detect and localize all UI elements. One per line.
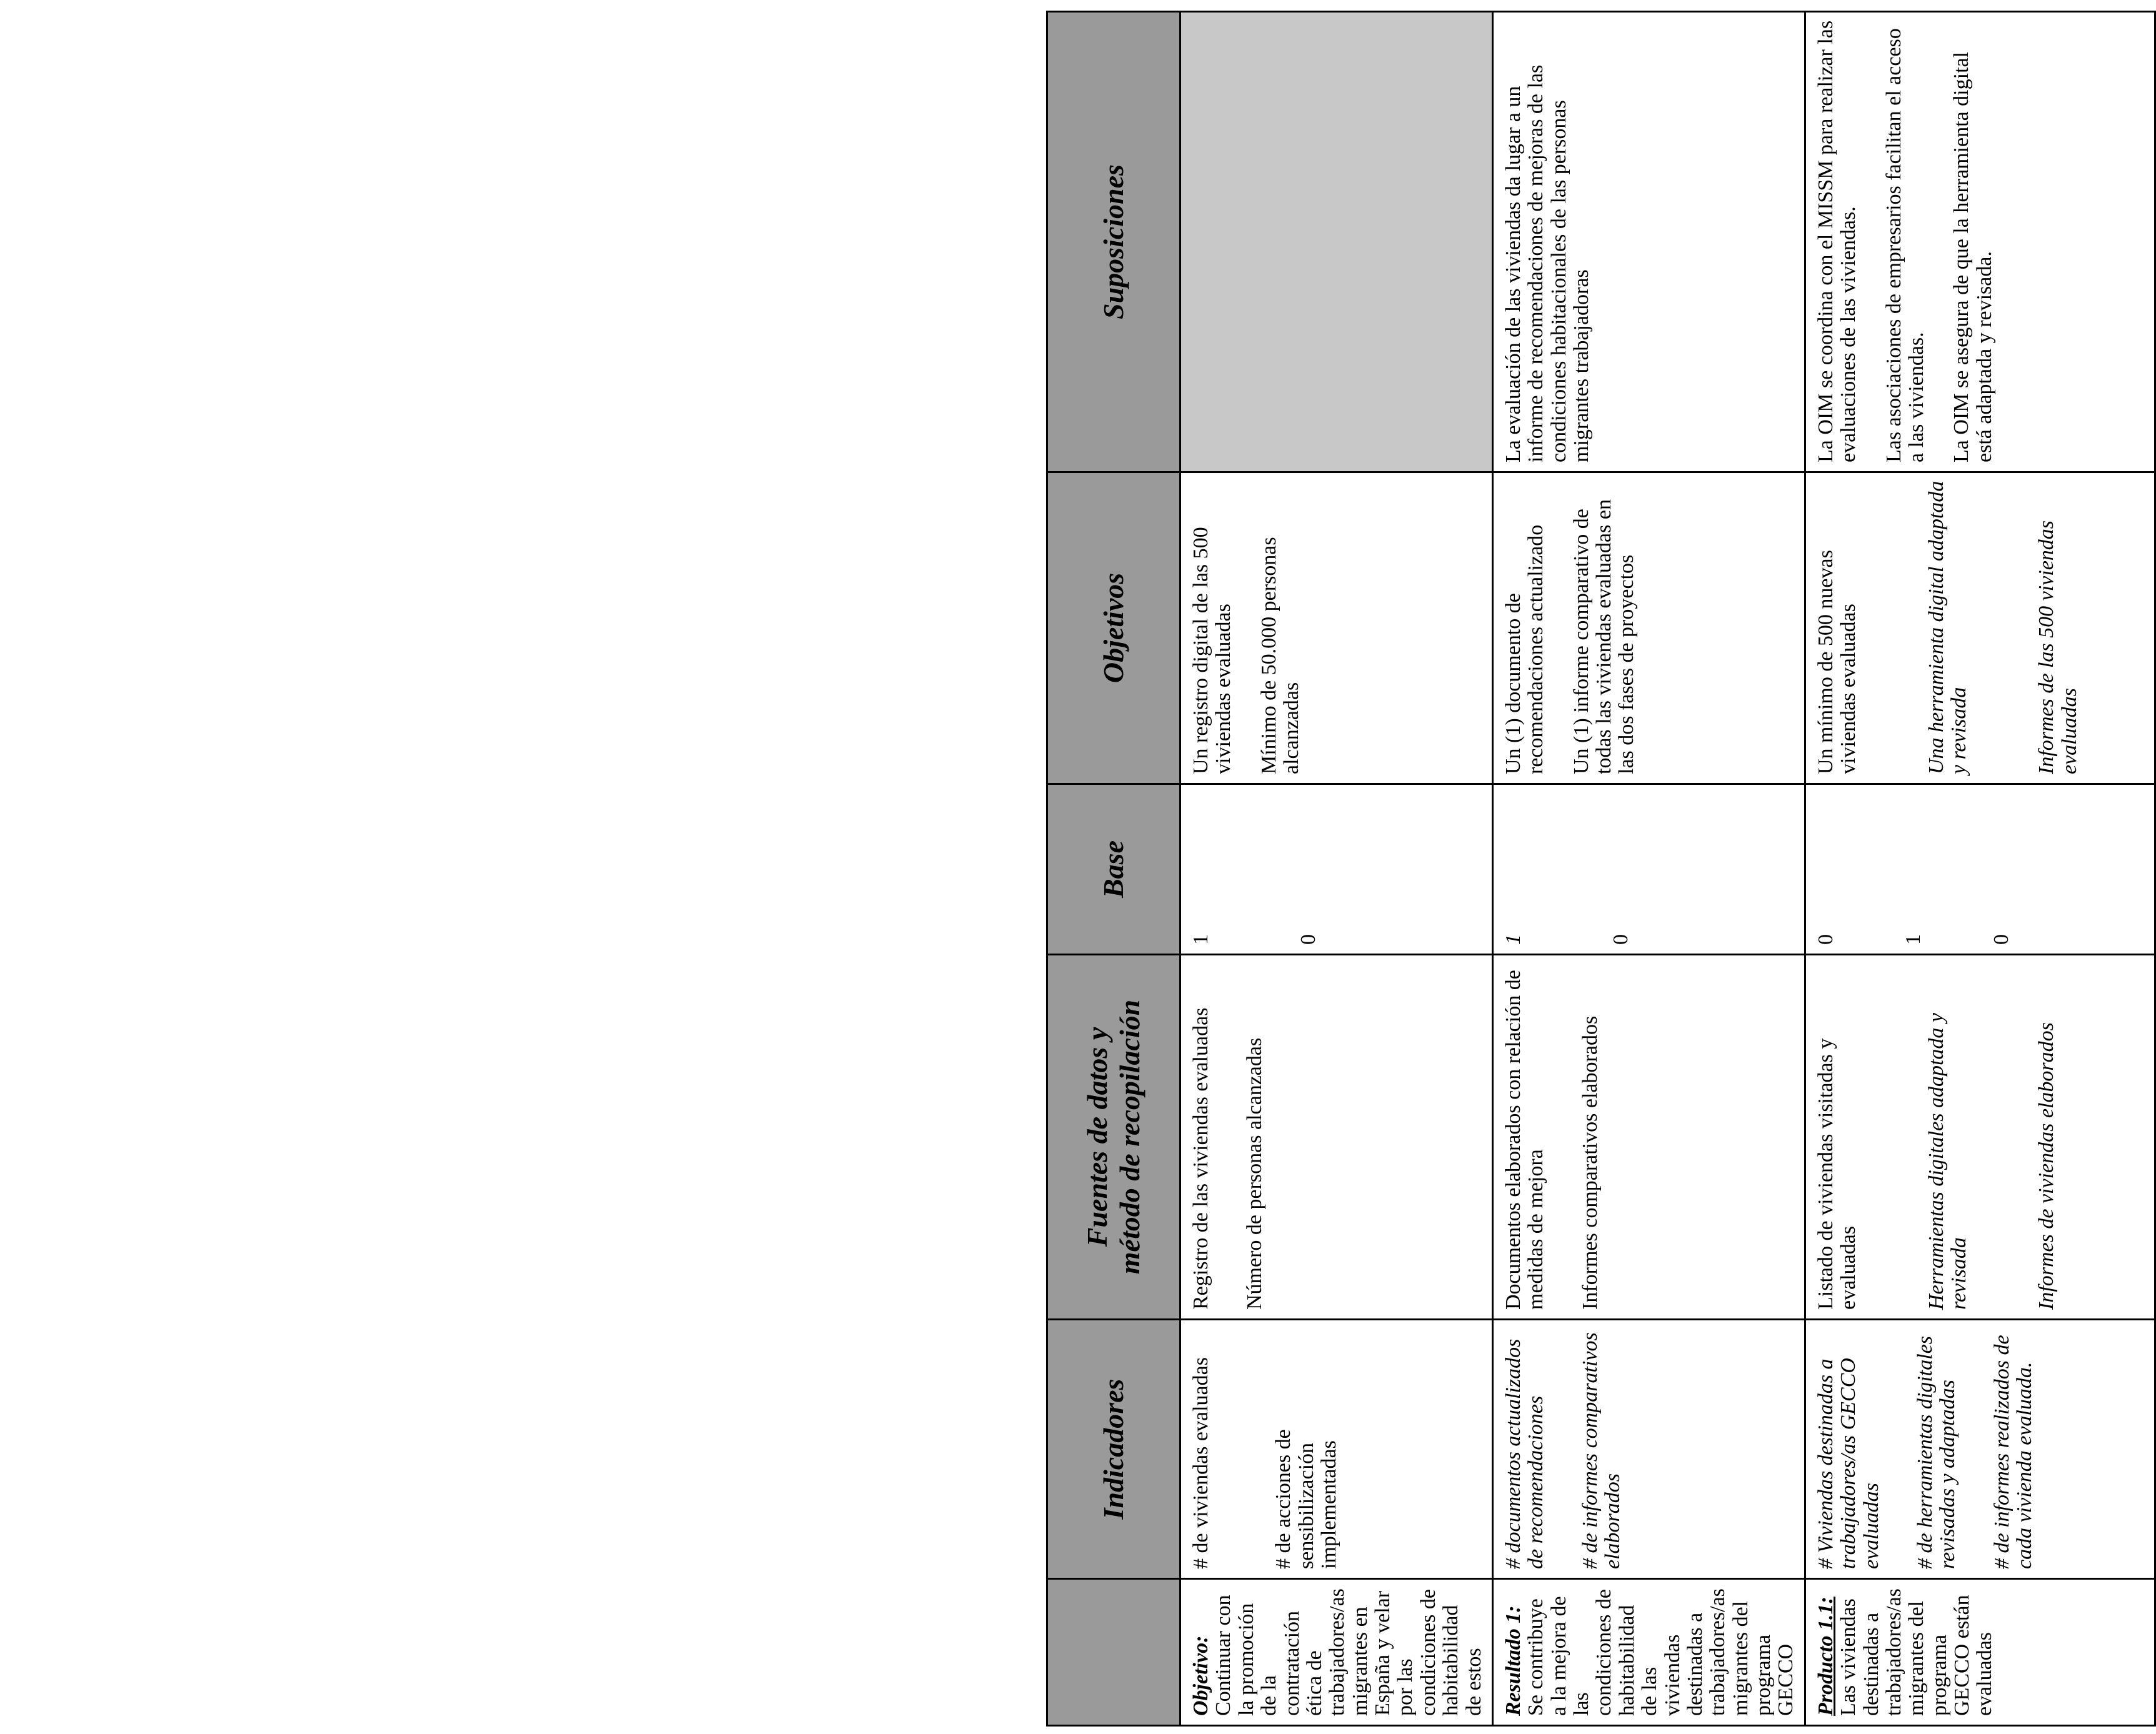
producto-1-1-indicadores: # Viviendas destinadas a trabajadores/as GECCO evaluadas # de herramientas digitales revisadas y adaptadas # de informes realizados de cada vivienda evaluada. (1805, 1320, 2155, 1579)
resultado-1-fuentes: Documentos elaborados con relación de medidas de mejora Informes comparativos elaborados (1492, 955, 1805, 1320)
producto-1-1-metas: Un mínimo de 500 nuevas viviendas evaluadas Una herramienta digital adaptada y revisada Informes de las 500 viviendas evaluadas (1805, 472, 2155, 784)
objetivo-fuentes: Registro de las viviendas evaluadas Número de personas alcanzadas (1180, 955, 1493, 1320)
header-objetivos: Objetivos (1047, 472, 1180, 784)
objetivo-metas: Un registro digital de las 500 viviendas evaluadas Mínimo de 50.000 personas alcanzadas (1180, 472, 1493, 784)
header-base: Base (1047, 784, 1180, 955)
objetivo-description: Objetivo: Continuar con la promoción de la contratación ética de trabajadores/as migrantes en España y velar por las condiciones de habitabilidad de estos (1180, 1579, 1493, 1726)
header-row (1047, 12, 1180, 1726)
resultado-1-metas: Un (1) documento de recomendaciones actualizado Un (1) informe comparativo de todas las viviendas evaluadas en las dos fases de proyectos (1492, 472, 1805, 784)
header-indicadores: Indicadores (1047, 1320, 1180, 1579)
row-producto-1-1 (1805, 12, 2155, 1726)
producto-1-1-base: 0 1 0 (1805, 784, 2155, 955)
producto-1-1-description: Producto 1.1: Las viviendas destinadas a trabajadores/as migrantes del programa GECCO están evaluadas (1805, 1579, 2155, 1726)
header-fuentes: Fuentes de datos y método de recopilación (1047, 955, 1180, 1320)
resultado-1-indicadores: # documentos actualizados de recomendaciones # de informes comparativos elaborados (1492, 1320, 1805, 1579)
resultado-1-suposiciones: La evaluación de las viviendas da lugar a un informe de recomendaciones de mejoras de las condiciones habitacionales de las personas migrantes trabajadoras (1492, 12, 1805, 472)
header-suposiciones: Suposiciones (1047, 12, 1180, 472)
row-resultado-1 (1492, 12, 1805, 1726)
row-objetivo (1180, 12, 1493, 1726)
objetivo-indicadores: # de viviendas evaluadas # de acciones de sensibilización implementadas (1180, 1320, 1493, 1579)
producto-1-1-suposiciones: La OIM se coordina con el MISSM para realizar las evaluaciones de las viviendas. Las asociaciones de empresarios facilitan el acceso a las viviendas. La OIM se asegura de que la herramienta digital está adaptada y revisada. (1805, 12, 2155, 472)
logical-framework-table (1046, 11, 2156, 1727)
objetivo-suposiciones (1180, 12, 1493, 472)
header-blank-cell (1047, 1579, 1180, 1726)
objetivo-base: 1 0 (1180, 784, 1493, 955)
resultado-1-description: Resultado 1: Se contribuye a la mejora de las condiciones de habitabilidad de las viviendas destinadas a trabajadores/as migrantes del programa GECCO (1492, 1579, 1805, 1726)
producto-1-1-fuentes: Listado de viviendas visitadas y evaluadas Herramientas digitales adaptada y revisada Informes de viviendas elaborados (1805, 955, 2155, 1320)
resultado-1-base: 1 0 (1492, 784, 1805, 955)
